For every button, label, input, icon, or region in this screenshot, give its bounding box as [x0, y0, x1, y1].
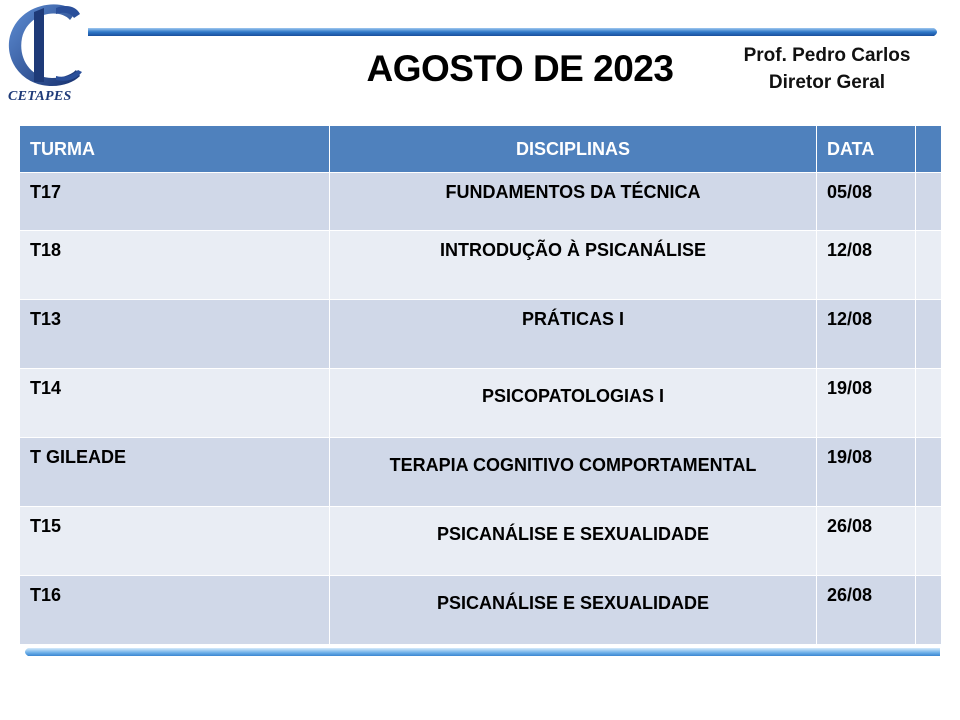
cell-empty [916, 300, 942, 369]
cell-disciplina: FUNDAMENTOS DA TÉCNICA [330, 173, 817, 231]
cell-disciplina: PSICOPATOLOGIAS I [330, 369, 817, 438]
cell-turma: T18 [20, 231, 330, 300]
cell-disciplina: INTRODUÇÃO À PSICANÁLISE [330, 231, 817, 300]
cell-data: 26/08 [817, 576, 916, 645]
table-row [20, 369, 942, 438]
cell-empty [916, 231, 942, 300]
logo-text: CETAPES [8, 89, 72, 104]
cell-disciplina: PSICANÁLISE E SEXUALIDADE [330, 507, 817, 576]
cell-turma: T17 [20, 173, 330, 231]
signature-name: Prof. Pedro Carlos [743, 45, 911, 66]
page-title: AGOSTO DE 2023 [366, 48, 674, 89]
table-row [20, 300, 942, 369]
cell-turma: T16 [20, 576, 330, 645]
bottom-decorative-bar [22, 644, 940, 660]
cell-data: 12/08 [817, 300, 916, 369]
cell-data: 12/08 [817, 231, 916, 300]
table-row [20, 231, 942, 300]
cell-turma: T14 [20, 369, 330, 438]
header-turma: TURMA [20, 126, 330, 173]
cell-turma: T GILEADE [20, 438, 330, 507]
signature-role: Diretor Geral [768, 72, 886, 93]
table-header-row [20, 126, 942, 173]
cell-empty [916, 438, 942, 507]
cell-data: 05/08 [817, 173, 916, 231]
signature-block [720, 42, 934, 96]
table-row [20, 576, 942, 645]
cetapes-logo [0, 0, 92, 108]
cell-data: 19/08 [817, 369, 916, 438]
logo-c-icon [0, 0, 92, 92]
cell-empty [916, 173, 942, 231]
cell-data: 19/08 [817, 438, 916, 507]
cell-disciplina: PSICANÁLISE E SEXUALIDADE [330, 576, 817, 645]
cell-empty [916, 369, 942, 438]
header-data: DATA [817, 126, 916, 173]
schedule-table [19, 125, 942, 645]
table-row [20, 173, 942, 231]
cell-empty [916, 507, 942, 576]
cell-empty [916, 576, 942, 645]
table-row [20, 438, 942, 507]
cell-turma: T13 [20, 300, 330, 369]
header-disciplinas: DISCIPLINAS [330, 126, 817, 173]
header-empty [916, 126, 942, 173]
table-row [20, 507, 942, 576]
cell-disciplina: TERAPIA COGNITIVO COMPORTAMENTAL [330, 438, 817, 507]
cell-turma: T15 [20, 507, 330, 576]
cell-data: 26/08 [817, 507, 916, 576]
top-decorative-bar [88, 24, 940, 40]
cell-disciplina: PRÁTICAS I [330, 300, 817, 369]
